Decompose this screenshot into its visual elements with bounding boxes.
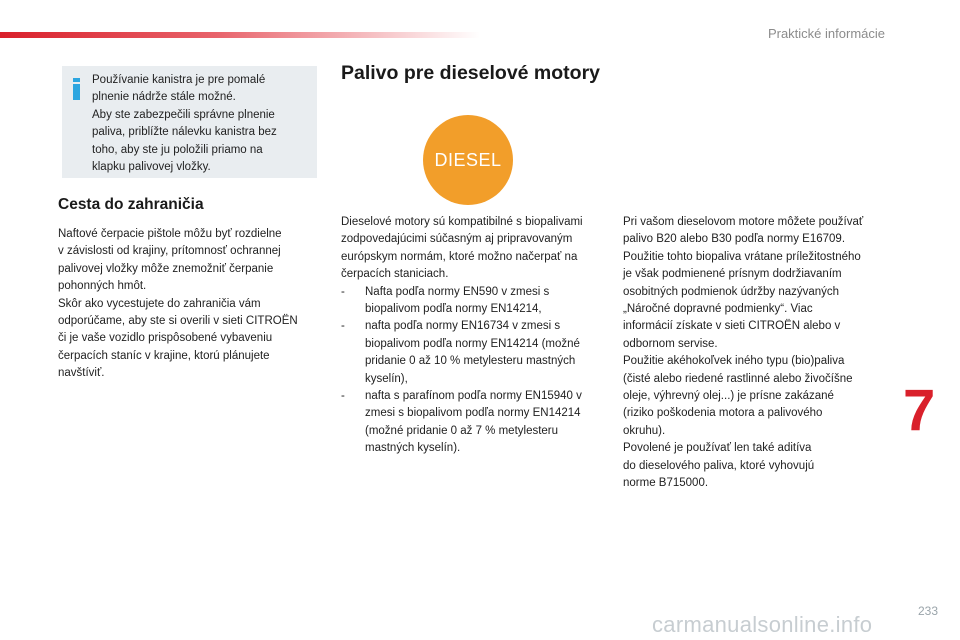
biofuel-line: Použitie akéhokoľvek iného typu (bio)paliva — [623, 355, 845, 368]
list-line: pridanie 0 až 10 % metylesteru mastných — [365, 355, 576, 368]
biofuel-line: odbornom servise. — [623, 337, 718, 350]
list-line: biopalivom podľa normy EN14214, — [365, 303, 542, 316]
abroad-line: Skôr ako vycestujete do zahraničia vám — [58, 297, 261, 310]
list-line: (možné pridanie 0 až 7 % metylesteru — [365, 424, 559, 437]
abroad-line: odporúčame, aby ste si overili v sieti CITROËN — [58, 315, 298, 328]
page-title: Palivo pre dieselové motory — [341, 62, 601, 84]
intro-line: čerpacích staniciach. — [341, 268, 449, 281]
biofuel-line: je však podmienené prísnym dodržiavaním — [623, 268, 842, 281]
info-line: Používanie kanistra je pre pomalé — [92, 74, 266, 86]
info-line: Aby ste zabezpečili správne plnenie — [92, 108, 275, 121]
chapter-number: 7 — [903, 378, 936, 443]
abroad-line: pohonných hmôt. — [58, 280, 147, 293]
list-item — [341, 284, 603, 319]
list-dash: - — [341, 320, 345, 333]
list-line: kyselín), — [365, 372, 408, 385]
abroad-line: či je vaše vozidlo prispôsobené vybaveniu — [58, 332, 273, 345]
info-line: toho, aby ste ju položili priamo na — [92, 143, 263, 156]
biofuel-line: „Náročné dopravné podmienky“. Viac — [623, 303, 813, 316]
section-header: Praktické informácie — [767, 26, 885, 41]
biofuel-line: oleje, výhrevný olej...) je prísne zakázané — [623, 390, 834, 403]
list-line: Nafta podľa normy EN590 v zmesi s — [365, 285, 550, 298]
list-dash: - — [341, 390, 345, 403]
info-line: klapku palivovej vložky. — [92, 161, 211, 174]
fuel-norm-list — [341, 284, 603, 458]
diesel-intro-column — [341, 214, 603, 458]
abroad-line: v závislosti od krajiny, prítomnosť ochrannej — [58, 245, 281, 258]
biofuel-line: do dieselového paliva, ktoré vyhovujú — [623, 459, 815, 472]
intro-line: európskym normám, ktoré možno načerpať na — [341, 250, 578, 263]
info-box — [62, 66, 317, 178]
info-icon — [70, 78, 84, 100]
abroad-line: navštíviť. — [58, 367, 105, 380]
diesel-badge — [423, 115, 513, 205]
abroad-text — [58, 226, 323, 383]
header-accent-bar — [0, 32, 480, 38]
info-line: paliva, priblížte nálevku kanistra bez — [92, 126, 277, 139]
biofuel-line: okruhu). — [623, 424, 666, 437]
abroad-line: Naftové čerpacie pištole môžu byť rozdielne — [58, 228, 282, 240]
biofuel-column — [623, 214, 891, 493]
biofuel-line: Povolené je používať len také aditíva — [623, 442, 812, 455]
intro-line: zodpovedajúcimi súčasným aj pripravovaným — [341, 233, 573, 246]
biofuel-line: Pri vašom dieselovom motore môžete používať — [623, 216, 864, 228]
list-line: zmesi s biopalivom podľa normy EN14214 — [365, 407, 581, 420]
abroad-line: čerpacích staníc v krajine, ktorú plánujete — [58, 349, 270, 362]
list-line: nafta s parafínom podľa normy EN15940 v — [365, 390, 582, 403]
watermark: carmanualsonline.info — [652, 612, 873, 637]
info-line: plnenie nádrže stále možné. — [92, 91, 236, 104]
abroad-title: Cesta do zahraničia — [58, 196, 204, 213]
biofuel-line: Použitie tohto biopaliva vrátane príležitostného — [623, 250, 861, 263]
list-line: mastných kyselín). — [365, 442, 461, 455]
list-line: biopalivom podľa normy EN14214 (možné — [365, 337, 580, 350]
list-dash: - — [341, 285, 345, 298]
abroad-line: palivovej vložky môže znemožniť čerpanie — [58, 262, 274, 275]
biofuel-line: (riziko poškodenia motora a palivového — [623, 407, 823, 420]
list-item — [341, 318, 603, 388]
info-text — [92, 72, 312, 176]
diesel-badge-label: DIESEL — [434, 149, 502, 170]
biofuel-line: osobitných podmienok údržby nazývaných — [623, 285, 840, 298]
biofuel-line: palivo B20 alebo B30 podľa normy E16709. — [623, 233, 846, 246]
intro-line: Dieselové motory sú kompatibilné s biopalivami — [341, 216, 583, 228]
page-number: 233 — [917, 604, 938, 618]
biofuel-line: norme B715000. — [623, 477, 709, 490]
list-item — [341, 388, 603, 458]
biofuel-line: informácií získate v sieti CITROËN alebo v — [623, 320, 841, 333]
biofuel-line: (čisté alebo riedené rastlinné alebo živočíšne — [623, 372, 853, 385]
list-line: nafta podľa normy EN16734 v zmesi s — [365, 320, 561, 333]
